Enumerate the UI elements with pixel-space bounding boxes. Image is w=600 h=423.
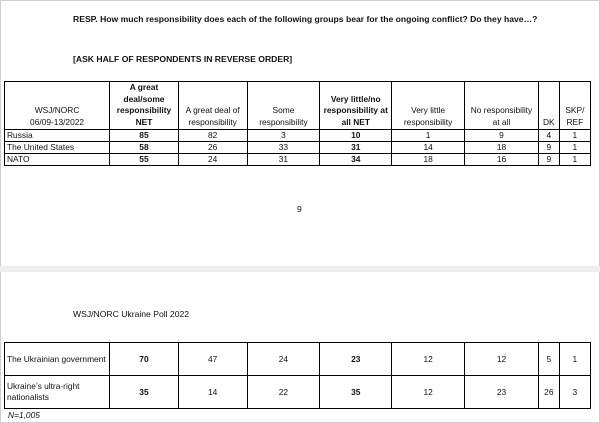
cell-value: 1 xyxy=(559,130,590,142)
cell-value: 9 xyxy=(538,154,559,166)
table-row xyxy=(5,376,591,409)
cell-value: 10 xyxy=(320,130,392,142)
cell-value: 3 xyxy=(247,130,320,142)
cell-value: 33 xyxy=(247,142,320,154)
header-source-cell xyxy=(5,82,110,130)
header-some: Some responsibility xyxy=(247,82,320,130)
header-source: WSJ/NORC xyxy=(34,105,80,115)
cell-value: 24 xyxy=(178,154,247,166)
cell-value: 26 xyxy=(178,142,247,154)
row-label: Russia xyxy=(5,130,110,142)
table-header-row xyxy=(5,82,591,130)
cell-value: 34 xyxy=(320,154,392,166)
cell-value: 4 xyxy=(538,130,559,142)
row-label: Ukraine’s ultra-right nationalists xyxy=(5,376,110,409)
cell-value: 82 xyxy=(178,130,247,142)
cell-value: 3 xyxy=(559,376,590,409)
cell-value: 12 xyxy=(392,343,465,376)
cell-value: 14 xyxy=(392,142,465,154)
header-little-none-net: Very little/no responsibility at all NET xyxy=(320,82,392,130)
cell-value: 31 xyxy=(320,142,392,154)
cell-value: 22 xyxy=(247,376,320,409)
cell-value: 1 xyxy=(392,130,465,142)
sample-size: N=1,005 xyxy=(8,410,40,420)
cell-value: 1 xyxy=(559,154,590,166)
header-great-deal: A great deal of responsibility xyxy=(178,82,247,130)
results-table-2 xyxy=(4,342,591,409)
cell-value: 5 xyxy=(538,343,559,376)
poll-title: WSJ/NORC Ukraine Poll 2022 xyxy=(73,309,190,319)
cell-value: 23 xyxy=(465,376,539,409)
table-row xyxy=(5,130,591,142)
cell-value: 23 xyxy=(320,343,392,376)
cell-value: 35 xyxy=(320,376,392,409)
cell-value: 26 xyxy=(538,376,559,409)
cell-value: 85 xyxy=(110,130,179,142)
question-text: RESP. How much responsibility does each of the following groups bear for the ongoing conflict? Do they have…? xyxy=(73,14,538,24)
row-label: NATO xyxy=(5,154,110,166)
header-no-responsibility: No responsibility at all xyxy=(465,82,539,130)
row-label: The Ukrainian government xyxy=(5,343,110,376)
page-separator xyxy=(0,266,600,272)
cell-value: 18 xyxy=(465,142,539,154)
cell-value: 14 xyxy=(178,376,247,409)
row-label: The United States xyxy=(5,142,110,154)
cell-value: 9 xyxy=(538,142,559,154)
cell-value: 58 xyxy=(110,142,179,154)
cell-value: 70 xyxy=(110,343,179,376)
cell-value: 18 xyxy=(392,154,465,166)
cell-value: 12 xyxy=(392,376,465,409)
table-row xyxy=(5,343,591,376)
cell-value: 55 xyxy=(110,154,179,166)
instruction-text: [ASK HALF OF RESPONDENTS IN REVERSE ORDER] xyxy=(73,54,293,64)
page-number: 9 xyxy=(297,204,302,214)
header-dates: 06/09-13/2022 xyxy=(30,116,85,127)
header-skp-ref: SKP/ REF xyxy=(559,82,590,130)
table-row xyxy=(5,142,591,154)
cell-value: 16 xyxy=(465,154,539,166)
cell-value: 47 xyxy=(178,343,247,376)
results-table-1 xyxy=(4,81,591,166)
cell-value: 12 xyxy=(465,343,539,376)
header-dk: DK xyxy=(538,82,559,130)
header-great-some-net: A great deal/some responsibility NET xyxy=(110,82,179,130)
cell-value: 1 xyxy=(559,142,590,154)
table-row xyxy=(5,154,591,166)
cell-value: 24 xyxy=(247,343,320,376)
cell-value: 1 xyxy=(559,343,590,376)
header-very-little: Very little responsibility xyxy=(392,82,465,130)
cell-value: 9 xyxy=(465,130,539,142)
cell-value: 31 xyxy=(247,154,320,166)
cell-value: 35 xyxy=(110,376,179,409)
